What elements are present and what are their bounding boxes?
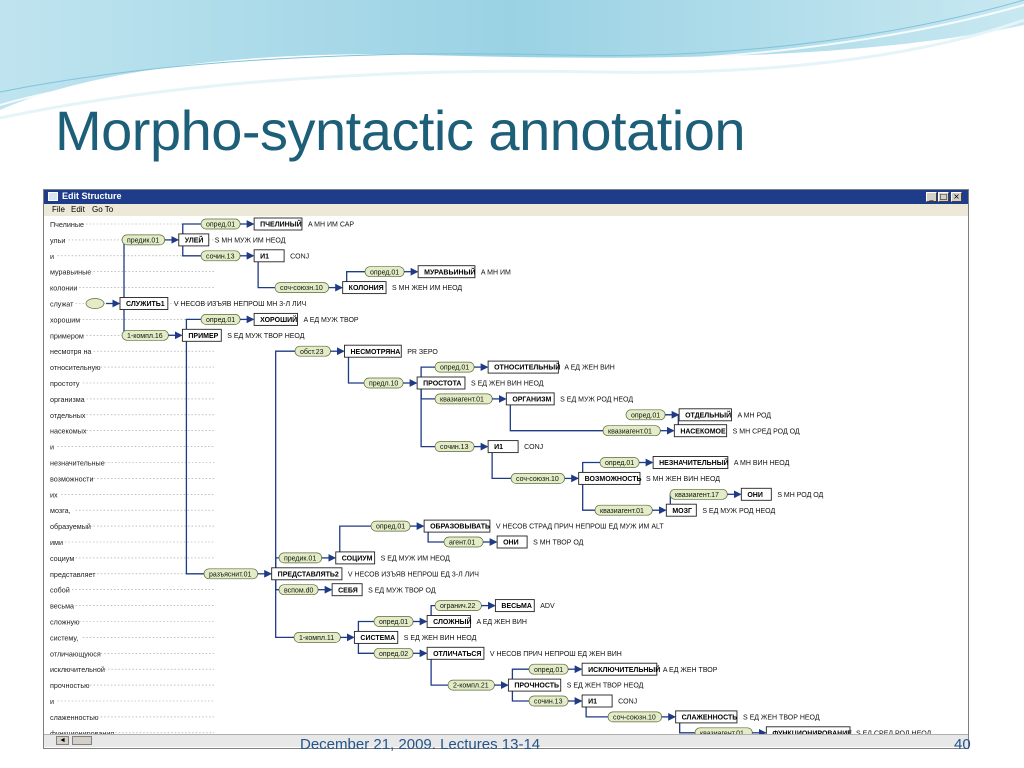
dependency-edge	[183, 224, 201, 235]
word-token: социум	[50, 553, 75, 563]
word-token: мозга,	[50, 506, 71, 516]
scrollbar-thumb[interactable]	[72, 736, 92, 745]
relation-label: разъяснит.01	[209, 571, 252, 579]
relation-label: 1-компл.16	[127, 332, 163, 340]
page-number: 40	[954, 736, 971, 753]
dependency-edge	[421, 388, 435, 447]
relation-label: агент.01	[449, 539, 476, 547]
lemma-label: ОНИ	[503, 539, 519, 547]
relation-label: 2-компл.21	[453, 682, 489, 690]
word-token: служат	[50, 299, 74, 309]
lemma-label: ОТЛИЧАТЬСЯ	[433, 650, 482, 658]
relation-label: вспом.d0	[284, 587, 314, 595]
scroll-left-arrow-icon[interactable]: ◄	[56, 736, 69, 745]
word-token: и	[50, 697, 55, 706]
lemma-label: КОЛОНИЯ	[348, 285, 384, 293]
morph-tags: V НЕСОВ ИЗЪЯВ НЕПРОШ МН 3-Л ЛИЧ	[173, 301, 307, 309]
lemma-label: НЕСМОТРЯНА	[350, 348, 401, 356]
word-token: незначительные	[50, 458, 105, 468]
morph-tags: S МН ЖЕН ИМ НЕОД	[392, 285, 463, 293]
lemma-label: ОБРАЗОВЫВАТЬ	[430, 523, 491, 531]
relation-label: предл.10	[369, 380, 399, 388]
word-token: отдельных	[50, 410, 86, 420]
morph-tags: S ЕД ЖЕН ВИН НЕОД	[403, 635, 477, 642]
morph-tags: S ЕД ЖЕН ТВОР НЕОД	[742, 714, 820, 722]
dependency-edge	[421, 388, 435, 399]
app-icon	[48, 192, 58, 201]
menu-file[interactable]: File	[52, 205, 65, 214]
dependency-edge	[492, 452, 511, 479]
dependency-edge	[431, 606, 435, 617]
relation-label: опред.01	[206, 317, 236, 324]
word-token: и	[50, 251, 55, 261]
menu-edit[interactable]: Edit	[71, 205, 85, 214]
morph-tags: S МН МУЖ ИМ НЕОД	[214, 237, 286, 245]
edit-structure-window	[43, 189, 969, 749]
relation-label: обст.23	[300, 348, 324, 356]
morph-tags: A МН ВИН НЕОД	[733, 460, 790, 468]
morph-tags: A ЕД МУЖ ТВОР	[303, 317, 359, 324]
relation-label: соч-союзн.10	[280, 285, 323, 293]
footer-date: December 21, 2009. Lectures 13-14	[300, 736, 541, 753]
window-title: Edit Structure	[62, 191, 122, 201]
morph-tags: S МН СРЕД РОД ОД	[732, 428, 800, 436]
relation-label: опред.02	[379, 650, 409, 658]
dependency-edge	[512, 690, 529, 701]
relation-label: предик.01	[127, 237, 160, 245]
morph-tags: V НЕСОВ СТРАД ПРИЧ НЕПРОШ ЕД МУЖ ИМ ALT	[495, 523, 664, 531]
lemma-label: СЛУЖИТЬ1	[126, 301, 165, 309]
word-token: систему,	[50, 633, 79, 643]
morph-tags: S ЕД МУЖ РОД НЕОД	[702, 507, 776, 515]
lemma-box[interactable]	[582, 695, 612, 707]
relation-label: 1-компл.11	[299, 635, 335, 642]
lemma-label: ПРИМЕР	[188, 332, 219, 340]
lemma-label: ОРГАНИЗМ	[512, 396, 552, 404]
morph-tags: CONJ	[524, 444, 544, 452]
relation-label: соч-союзн.10	[516, 476, 559, 483]
dependency-edge	[358, 622, 374, 633]
morph-tags: V НЕСОВ ИЗЪЯВ НЕПРОШ ЕД 3-Л ЛИЧ	[347, 571, 479, 579]
window-titlebar[interactable]	[44, 190, 968, 204]
dependency-edge	[512, 669, 529, 680]
word-token: весьма	[50, 601, 75, 611]
word-token: муравьиные	[50, 267, 92, 277]
dependency-tree-canvas	[44, 190, 968, 748]
dependency-edge	[186, 319, 201, 330]
dependency-edge	[428, 531, 444, 542]
word-token: представляет	[50, 569, 96, 579]
dependency-edge	[276, 558, 279, 569]
word-token: и	[50, 442, 55, 452]
menu-bar	[44, 204, 968, 216]
lemma-label: И1	[260, 253, 270, 261]
lemma-label: СИСТЕМА	[360, 635, 396, 642]
relation-label: предик.01	[284, 555, 317, 563]
lemma-label: МОЗГ	[672, 507, 692, 515]
lemma-label: ВОЗМОЖНОСТЬ	[584, 476, 642, 483]
relation-label: опред.01	[440, 364, 470, 372]
dependency-edge	[358, 642, 374, 653]
dependency-edge	[583, 483, 595, 510]
word-token: прочностью	[50, 681, 90, 691]
word-token: собой	[50, 585, 70, 595]
lemma-label: СЛАЖЕННОСТЬ	[681, 714, 738, 722]
word-token: относительную	[50, 363, 101, 373]
morph-tags: A МН ИМ САР	[307, 221, 355, 229]
lemma-label: ПРЕДСТАВЛЯТЬ2	[277, 571, 339, 579]
morph-tags: S ЕД МУЖ ТВОР НЕОД	[227, 332, 305, 340]
relation-label: соч-союзн.10	[613, 714, 656, 722]
dependency-edge	[183, 245, 201, 256]
morph-tags: A ЕД ЖЕН ВИН	[476, 619, 527, 627]
lemma-label: ПРОСТОТА	[423, 380, 462, 388]
relation-label: опред.01	[605, 460, 635, 468]
lemma-label: И1	[588, 698, 598, 706]
word-token: отличающуюся	[50, 649, 101, 659]
word-token: насекомых	[50, 426, 87, 436]
lemma-label: СОЦИУМ	[341, 555, 373, 563]
menu-go-to[interactable]: Go To	[92, 205, 114, 214]
dependency-edge	[586, 706, 608, 717]
lemma-box[interactable]	[254, 250, 284, 262]
morph-tags: S МН ТВОР ОД	[533, 539, 584, 547]
dependency-edge	[186, 340, 204, 574]
morph-tags: S ЕД МУЖ ТВОР ОД	[368, 587, 436, 595]
morph-tags: S ЕД ЖЕН ВИН НЕОД	[470, 380, 544, 388]
morph-tags: ADV	[540, 603, 555, 611]
morph-tags: S ЕД МУЖ РОД НЕОД	[560, 396, 634, 404]
lemma-label: УЛЕЙ	[184, 237, 204, 245]
dependency-edge	[122, 240, 124, 299]
dependency-edge	[431, 658, 448, 685]
dependency-edge	[348, 356, 364, 383]
relation-label: сочин.13	[440, 444, 469, 452]
morph-tags: CONJ	[290, 253, 310, 261]
lemma-label: ПРОЧНОСТЬ	[514, 682, 560, 690]
word-token: колонии	[50, 283, 78, 293]
relation-label: квазиагент.01	[600, 507, 644, 515]
word-token: Пчелиные	[50, 220, 85, 229]
morph-tags: A МН РОД	[737, 412, 772, 420]
relation-label: опред.01	[379, 619, 409, 627]
root-marker[interactable]	[86, 299, 104, 309]
lemma-label: ОТДЕЛЬНЫЙ	[685, 412, 732, 420]
lemma-label: ОТНОСИТЕЛЬНЫЙ	[494, 364, 561, 372]
maximize-button[interactable]: □	[939, 192, 948, 201]
word-token: слаженностью	[50, 712, 99, 722]
morph-tags: S МН ЖЕН ВИН НЕОД	[645, 476, 721, 483]
lemma-label: И1	[494, 444, 504, 452]
morph-tags: CONJ	[618, 698, 638, 706]
word-token: несмотря на	[50, 347, 92, 357]
slide-title: Morpho-syntactic annotation	[55, 99, 745, 162]
dependency-edge	[276, 351, 295, 569]
morph-tags: A ЕД ЖЕН ВИН	[564, 364, 615, 372]
word-token: хорошим	[50, 315, 81, 325]
lemma-label: МУРАВЬИНЫЙ	[424, 269, 476, 277]
word-token: сложную	[50, 617, 80, 627]
lemma-label: НАСЕКОМОЕ	[680, 428, 726, 436]
morph-tags: S МН РОД ОД	[777, 491, 824, 499]
dependency-edge	[347, 272, 365, 283]
relation-label: квазиагент.01	[608, 428, 652, 436]
word-token: образуемый	[50, 522, 91, 532]
relation-label: опред.01	[534, 666, 564, 674]
morph-tags: PR ЗЕРО	[407, 348, 438, 356]
lemma-label: СЛОЖНЫЙ	[433, 619, 472, 627]
relation-label: сочин.13	[534, 698, 563, 706]
relation-label: опред.01	[370, 269, 400, 277]
morph-tags: A МН ИМ	[480, 269, 511, 277]
word-token: исключительной	[50, 665, 105, 675]
dependency-edge	[340, 526, 371, 553]
morph-tags: A ЕД ЖЕН ТВОР	[662, 666, 718, 674]
morph-tags: S ЕД МУЖ ИМ НЕОД	[380, 555, 450, 563]
close-button[interactable]: ×	[951, 192, 962, 202]
relation-label: опред.01	[631, 412, 661, 420]
lemma-label: ВЕСЬМА	[501, 603, 532, 611]
dependency-edge	[680, 722, 695, 733]
morph-tags: S ЕД ЖЕН ТВОР НЕОД	[566, 682, 644, 690]
relation-label: опред.01	[376, 523, 406, 531]
relation-label: опред.01	[206, 221, 236, 229]
relation-label: квазиагент.01	[440, 396, 484, 404]
relation-label: сочин.13	[206, 253, 235, 261]
word-token: организма	[50, 394, 85, 404]
dependency-edge	[583, 463, 600, 474]
dependency-edge	[421, 367, 435, 378]
lemma-label: ПЧЕЛИНЫЙ	[260, 221, 302, 229]
dependency-edge	[510, 404, 603, 431]
lemma-label: ОНИ	[747, 491, 763, 499]
relation-label: огранич.22	[440, 603, 476, 611]
word-token: их	[50, 490, 58, 500]
relation-label: квазиагент.17	[675, 491, 719, 499]
minimize-button[interactable]: _	[926, 192, 937, 202]
word-token: примером	[50, 331, 84, 341]
morph-tags: V НЕСОВ ПРИЧ НЕПРОШ ЕД ЖЕН ВИН	[489, 650, 622, 658]
lemma-label: ИСКЛЮЧИТЕЛЬНЫЙ	[588, 666, 661, 674]
word-token: возможности	[50, 474, 94, 484]
lemma-label: ХОРОШИЙ	[260, 317, 298, 324]
word-token: простоту	[50, 379, 80, 388]
lemma-label: НЕЗНАЧИТЕЛЬНЫЙ	[659, 460, 729, 468]
dependency-edge	[258, 261, 275, 288]
word-token: ими	[50, 538, 63, 547]
word-token: ульи	[50, 235, 66, 245]
lemma-label: СЕБЯ	[338, 587, 358, 595]
lemma-box[interactable]	[488, 441, 518, 453]
